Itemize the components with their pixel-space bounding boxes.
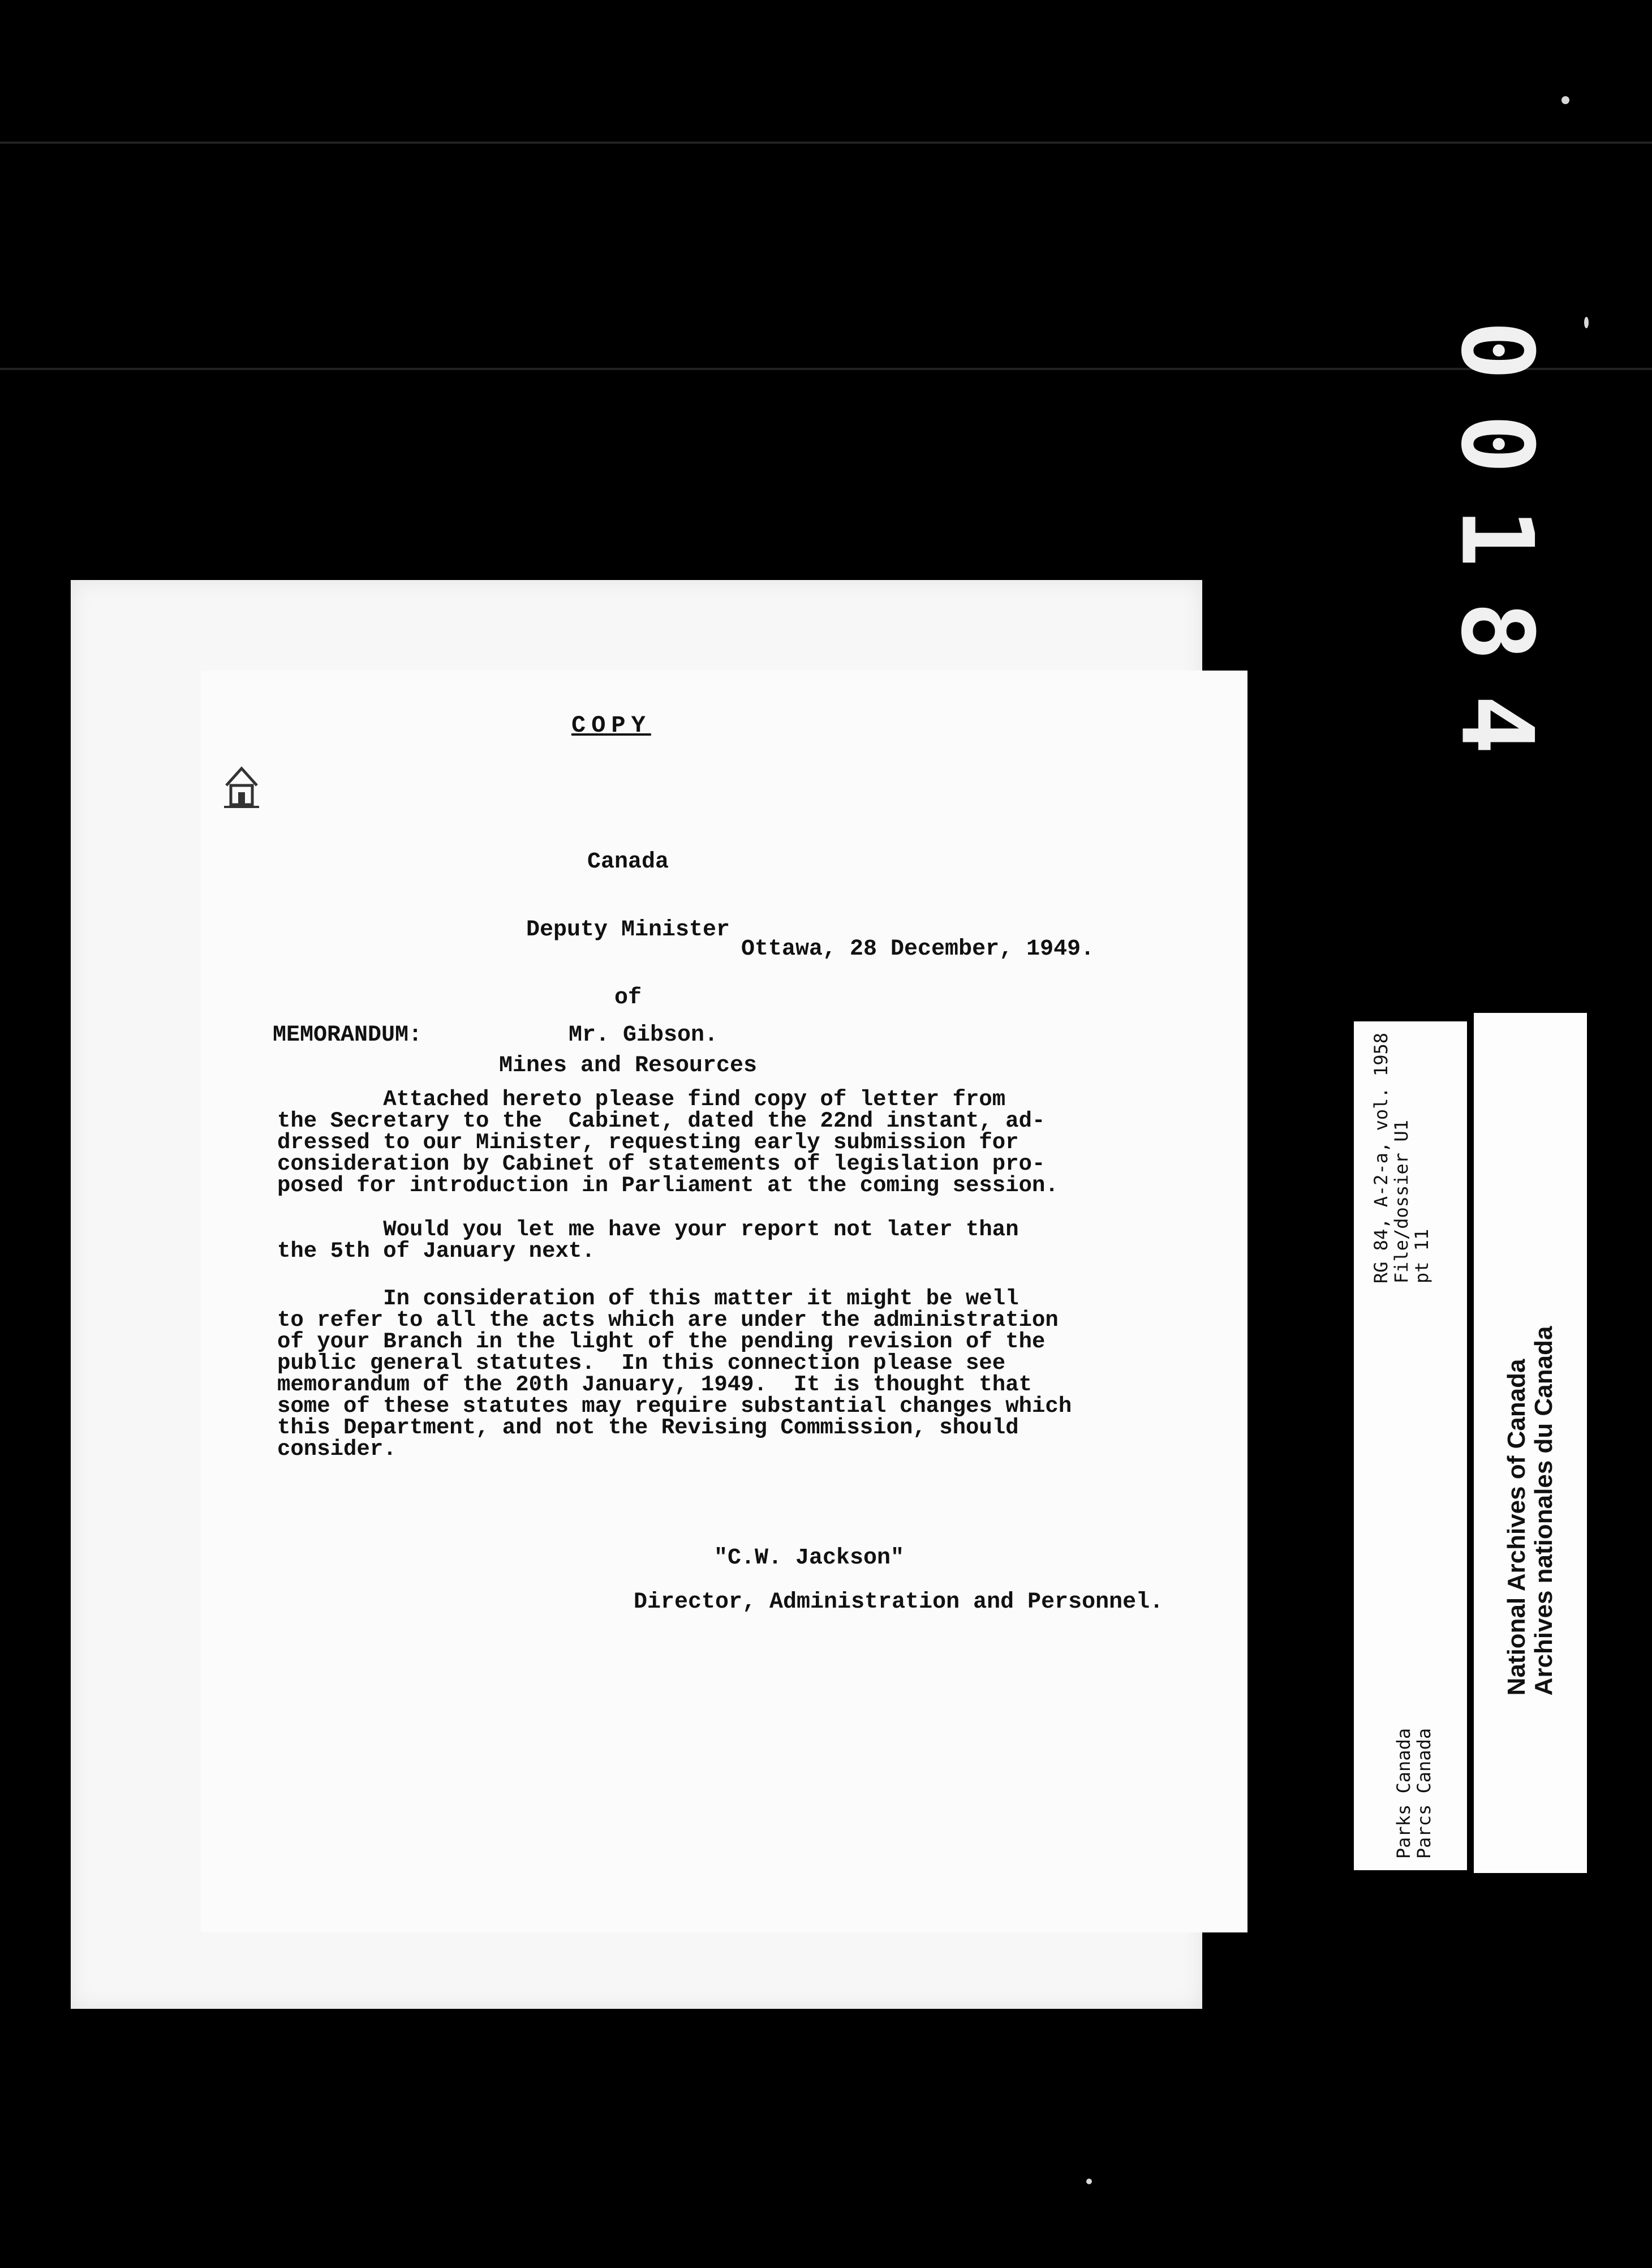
institution-name-fr: Archives nationales du Canada (1530, 1326, 1558, 1696)
frame-number-text: 00184 (1439, 320, 1554, 789)
archive-reference-label (1354, 1021, 1467, 1870)
house-stamp-icon (222, 764, 261, 809)
archive-agency-en: Parks Canada (1393, 1728, 1414, 1859)
memo-label: MEMORANDUM: (273, 1023, 423, 1048)
body-paragraph: In consideration of this matter it might be well to refer to all the acts which are under the administration of your Branch in the light of the pending revision of the public general statutes. In this connection please see memorandum of the 20th January, 1949. It is thought that some of these statutes may require substantial changes which this Department, and not the Revising Commission, should consider. (277, 1286, 1072, 1462)
letterhead-line: Deputy Minister (526, 917, 730, 943)
date-line: Ottawa, 28 December, 1949. (741, 937, 1095, 962)
signature-name: "C.W. Jackson" (714, 1545, 905, 1571)
film-border-mid (0, 368, 1652, 370)
film-speck (1584, 317, 1589, 328)
film-speck (1086, 2179, 1092, 2184)
letterhead-line: Canada (587, 849, 669, 875)
institution-text (1503, 1326, 1558, 1696)
archive-agency-block (1393, 1728, 1434, 1859)
body-paragraph: Attached hereto please find copy of letter from the Secretary to the Cabinet, dated the 22nd instant, ad- dressed to our Minister, requesting early submission for consideration by Cabinet of statements of legislation pro- posed for introduction in Parliament at the coming session. (277, 1087, 1059, 1198)
copy-heading: COPY (571, 712, 651, 739)
body-paragraph: Would you let me have your report not later than the 5th of January next. (277, 1217, 1019, 1264)
frame-number (1440, 272, 1553, 837)
memo-recipient: Mr. Gibson. (569, 1023, 719, 1048)
archive-agency-fr: Parcs Canada (1413, 1728, 1435, 1859)
archive-ref-line: pt 11 (1411, 1228, 1432, 1284)
institution-label (1474, 1013, 1587, 1873)
letterhead-line: of (614, 985, 642, 1011)
signature-title: Director, Administration and Personnel. (634, 1590, 1164, 1615)
film-border-top (0, 141, 1652, 144)
archive-ref-line: RG 84, A-2-a, vol. 1958 (1370, 1033, 1392, 1284)
letterhead (430, 806, 826, 1123)
archive-ref-line: File/dossier U1 (1391, 1120, 1412, 1284)
institution-name-en: National Archives of Canada (1503, 1359, 1530, 1696)
film-speck (1561, 96, 1569, 104)
letterhead-line: Mines and Resources (498, 1053, 758, 1079)
archive-reference-block (1371, 1033, 1432, 1283)
